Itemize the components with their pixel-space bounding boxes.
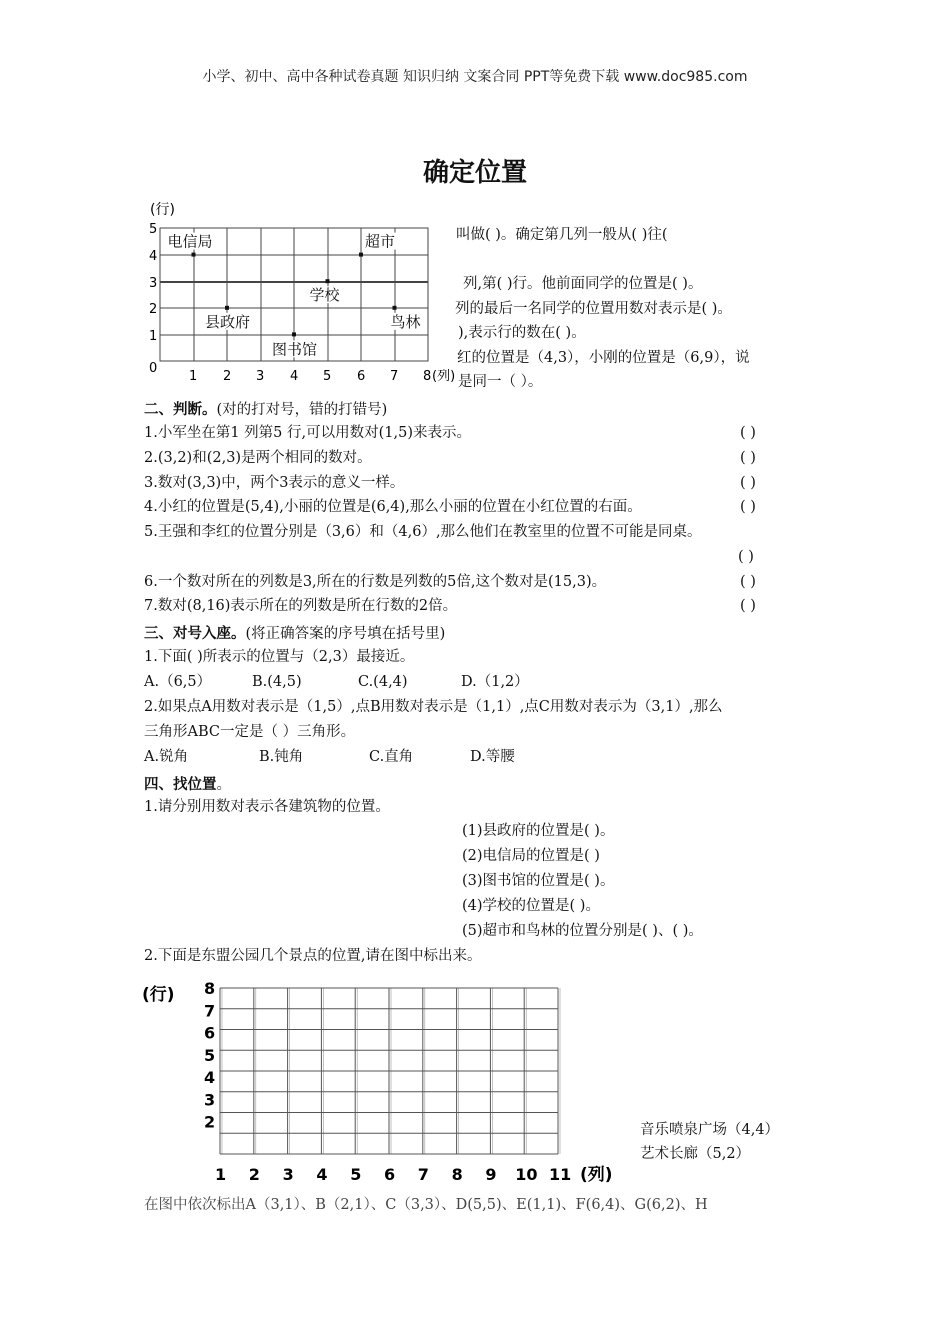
map-figure-1	[140, 196, 465, 388]
choice-q1-option-c[interactable]: C.(4,4)	[358, 674, 408, 690]
s1-line-5: 红的位置是（4,3），小刚的位置是（6,9），说	[457, 350, 750, 366]
judge-paren-7[interactable]: ( )	[740, 598, 756, 614]
s1-line-1: 叫做( )。确定第几列一般从( )往(	[456, 227, 668, 243]
grid2-x-tick: 11	[549, 1165, 572, 1184]
spot-1: 音乐喷泉广场（4,4）	[640, 1122, 780, 1138]
find-q2: 2.下面是东盟公园几个景点的位置,请在图中标出来。	[144, 948, 482, 964]
map1-place-label: 超市	[365, 232, 396, 251]
map1-place-label: 图书馆	[272, 340, 318, 359]
grid2-y-tick: 3	[204, 1090, 216, 1110]
map1-y-ticks	[149, 222, 157, 376]
section-4-title: 四、找位置	[144, 777, 217, 793]
section-4-heading-tail: 。	[216, 777, 231, 793]
judge-paren-3[interactable]: ( )	[740, 475, 756, 491]
x-tick: 6	[357, 369, 366, 384]
grid2-x-tick: 1	[215, 1165, 227, 1184]
x-tick: 7	[390, 369, 399, 384]
judge-paren-4[interactable]: ( )	[740, 499, 756, 515]
section-4-heading	[144, 773, 231, 794]
grid2-x-tick: 5	[350, 1165, 362, 1184]
grid2-x-tick: 4	[316, 1165, 328, 1184]
x-tick: 3	[256, 369, 265, 384]
grid2-x-tick: 8	[451, 1165, 463, 1184]
map1-col-label: (列)	[432, 369, 456, 384]
x-tick: 4	[290, 369, 299, 384]
grid2-x-tick: 7	[417, 1165, 429, 1184]
judge-item-5: 5.王强和李红的位置分别是（3,6）和（4,6）,那么他们在教室里的位置不可能是同桌。	[144, 524, 702, 540]
judge-paren-2[interactable]: ( )	[740, 450, 756, 466]
choice-q1-option-a[interactable]: A.（6,5）	[144, 674, 212, 690]
choice-q2-option-b[interactable]: B.钝角	[259, 749, 304, 765]
x-tick: 1	[189, 369, 198, 384]
grid2-lines	[220, 988, 560, 1154]
section-2-title: 二、判断。	[144, 402, 217, 418]
choice-q2-line-1: 2.如果点A用数对表示是（1,5）,点B用数对表示是（1,1）,点C用数对表示为（3,1）,那么	[144, 699, 723, 715]
map1-point-5	[393, 306, 397, 310]
choice-q1: 1.下面( )所表示的位置与（2,3）最接近。	[144, 649, 415, 665]
y-tick: 0	[149, 361, 158, 376]
grid2-x-ticks	[215, 1165, 571, 1184]
map1-place-label: 学校	[309, 286, 340, 305]
choice-q1-option-d[interactable]: D.（1,2）	[461, 674, 529, 690]
judge-paren-5[interactable]: ( )	[738, 549, 754, 565]
x-tick: 5	[323, 369, 332, 384]
grid2-row-label: (行)	[142, 985, 175, 1005]
y-tick: 1	[149, 329, 158, 344]
section-2-heading	[144, 398, 387, 419]
y-tick: 2	[149, 302, 158, 317]
map1-place-label: 电信局	[167, 232, 213, 251]
grid2-y-tick: 6	[204, 1023, 216, 1043]
grid2-y-tick: 8	[204, 980, 216, 998]
page-title: 确定位置	[422, 158, 527, 188]
choice-q2-option-a[interactable]: A.锐角	[144, 749, 189, 765]
judge-item-1: 1.小军坐在第1 列第5 行,可以用数对(1,5)来表示。	[144, 425, 471, 441]
section-3-note: (将正确答案的序号填在括号里)	[245, 626, 446, 642]
judge-item-4: 4.小红的位置是(5,4),小丽的位置是(6,4),那么小丽的位置在小红位置的右面。	[144, 499, 642, 515]
judge-item-7: 7.数对(8,16)表示所在的列数是所在行数的2倍。	[144, 598, 458, 614]
choice-q2-option-d[interactable]: D.等腰	[470, 749, 515, 765]
y-tick: 5	[149, 222, 158, 237]
page-header: 小学、初中、高中各种试卷真题 知识归纳 文案合同 PPT等免费下载 www.doc985.com	[202, 69, 748, 85]
grid2-x-tick: 10	[515, 1165, 538, 1184]
map1-point-3	[326, 279, 330, 283]
bottom-instruction: 在图中依次标出A（3,1）、B（2,1）、C（3,3）、D(5,5)、E(1,1)、F(6,4)、G(6,2)、H	[144, 1197, 708, 1213]
map1-point-1	[192, 253, 196, 257]
choice-q2-line-2: 三角形ABC一定是（ ）三角形。	[144, 724, 356, 740]
s1-line-6: 是同一（ ）。	[458, 374, 543, 390]
map1-point-2	[359, 253, 363, 257]
find-answer-4: (4)学校的位置是( )。	[462, 898, 600, 914]
judge-item-2: 2.(3,2)和(2,3)是两个相同的数对。	[144, 450, 372, 466]
section-3-heading	[144, 622, 445, 643]
grid2-x-tick: 2	[248, 1165, 260, 1184]
map1-point-4	[225, 306, 229, 310]
find-answer-5: (5)超市和鸟林的位置分别是( )、( )。	[462, 923, 703, 939]
grid2-y-tick: 2	[204, 1112, 216, 1132]
find-answer-1: (1)县政府的位置是( )。	[462, 823, 615, 839]
s1-line-3: 列的最后一名同学的位置用数对表示是( )。	[455, 301, 732, 317]
x-tick: 8	[423, 369, 432, 384]
section-2-note: (对的打对号，错的打错号)	[216, 402, 388, 418]
section-3-title: 三、对号入座。	[144, 626, 246, 642]
choice-q2-option-c[interactable]: C.直角	[369, 749, 414, 765]
grid2-x-tick: 6	[384, 1165, 396, 1184]
judge-item-6: 6.一个数对所在的列数是3,所在的行数是列数的5倍,这个数对是(15,3)。	[144, 574, 607, 590]
find-answer-2: (2)电信局的位置是( )	[462, 848, 600, 864]
grid2-col-label: (列)	[580, 1165, 613, 1185]
map1-x-ticks	[189, 369, 431, 384]
grid2-y-tick: 5	[204, 1045, 216, 1065]
grid2-x-tick: 9	[485, 1165, 497, 1184]
judge-item-3: 3.数对(3,3)中，两个3表示的意义一样。	[144, 475, 405, 491]
grid2-y-tick: 7	[204, 1001, 216, 1021]
choice-q1-option-b[interactable]: B.(4,5)	[252, 674, 302, 690]
grid2-y-ticks	[204, 980, 215, 1132]
find-answer-3: (3)图书馆的位置是( )。	[462, 873, 615, 889]
grid2-x-tick: 3	[282, 1165, 294, 1184]
map1-place-label: 鸟林	[390, 312, 421, 331]
map1-row-label: (行)	[150, 202, 175, 218]
find-q1: 1.请分别用数对表示各建筑物的位置。	[144, 799, 390, 815]
grid2-y-tick: 4	[204, 1068, 216, 1087]
spot-2: 艺术长廊（5,2）	[640, 1146, 751, 1162]
y-tick: 3	[149, 276, 158, 291]
y-tick: 4	[149, 249, 158, 264]
s1-line-4: ),表示行的数在( )。	[458, 325, 586, 341]
map1-place-label: 县政府	[205, 312, 251, 331]
judge-paren-1[interactable]: ( )	[740, 425, 756, 441]
s1-line-2: 列,第( )行。他前面同学的位置是( )。	[463, 276, 703, 292]
grid-figure-2	[138, 980, 638, 1190]
x-tick: 2	[223, 369, 232, 384]
judge-paren-6[interactable]: ( )	[740, 574, 756, 590]
map1-point-6	[292, 332, 296, 336]
